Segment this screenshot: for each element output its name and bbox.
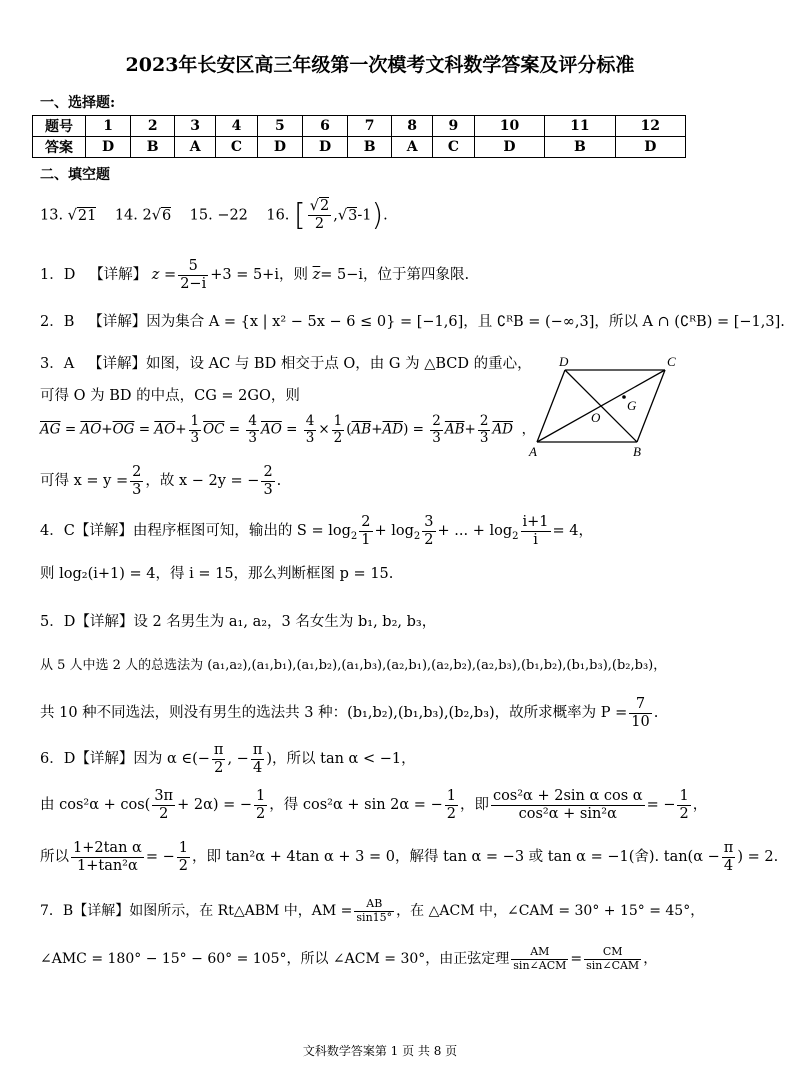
section-heading-fill: 二、填空题 xyxy=(40,167,110,183)
table-cell: 4 xyxy=(216,116,258,137)
solution-q4-line1: 4．C【详解】由程序框图可知，输出的 $S = \log_2$ $\frac{2}{1}$ + $\log_2$ $\frac{3}{2}$ + ... + $\log_2$ $\frac{i+1}{i}$ = 4， xyxy=(40,514,594,548)
answer-table xyxy=(32,115,686,158)
parallelogram-figure xyxy=(525,352,705,462)
section-heading-choice: 一、选择题: xyxy=(40,95,116,111)
solution-q7-line2: ∠AMC = 180° − 15° − 60° = 105°，所以 ∠ACM = 30°，由正弦定理 $\frac{AM}{\text{sin∠ACM}}$ = $\frac{CM}{\text{sin∠CAM}}$ ， xyxy=(40,945,658,972)
table-cell: B xyxy=(348,137,392,158)
table-row-answers xyxy=(33,137,686,158)
solution-q6-line3: 所以 $\frac{\text{1+2tan α}}{\text{1+tan²α}}$ = − $\frac{1}{2}$ ，即 tan²α + 4tan α + 3 = 0，解得 tan α = −3 或 tan α = −1(舍). tan(α − $\frac{\pi}{4}$ ) = 2. xyxy=(40,840,779,874)
label-a: A xyxy=(529,444,537,459)
table-cell: D xyxy=(86,137,131,158)
solution-q5-line1: 5．D【详解】设 2 名男生为 a₁, a₂，3 名女生为 b₁, b₂, b₃， xyxy=(40,614,437,630)
page-footer: 文科数学答案第 1 页 共 8 页 xyxy=(302,1044,458,1058)
edge-da xyxy=(537,370,565,442)
table-cell: 9 xyxy=(433,116,475,137)
solution-q7-line1: 7．B【详解】如图所示，在 Rt△ABM 中，AM = $\frac{AB}{\sin 15^\circ}$ ，在 △ACM 中，∠CAM = 30° + 15° = 45°， xyxy=(40,897,705,924)
label-b: B xyxy=(633,444,641,459)
label-o: O xyxy=(591,410,601,425)
solution-q5-line3: 共 10 种不同选法，则没有男生的选法共 3 种：(b₁,b₂),(b₁,b₃),(b₂,b₃)，故所求概率为 P = $\frac{7}{10}$ . xyxy=(40,696,659,730)
solution-q6-line1: 6．D【详解】因为 α ∈(− $\frac{\pi}{2}$ , − $\frac{\pi}{4}$ )，所以 tan α < −1， xyxy=(40,742,416,776)
solution-q3-line4: 可得 x = y = $\frac{2}{3}$ ，故 x − 2y = − $\frac{2}{3}$ . xyxy=(40,464,282,498)
solution-q5-line2: 从 5 人中选 2 人的总选法为 (a₁,a₂),(a₁,b₁),(a₁,b₂),(a₁,b₃),(a₂,b₁),(a₂,b₂),(a₂,b₃),(b₁,b₂),(b₁,b₃),(b₂,b₃)， xyxy=(40,658,667,673)
solution-q3-line2: 可得 O 为 BD 的中点，CG = 2GO，则 xyxy=(40,388,300,404)
row-label: 答案 xyxy=(33,137,86,158)
table-cell: 1 xyxy=(86,116,131,137)
solution-q6-line2: 由 cos²α + cos( $\frac{3\pi}{2}$ + 2α) = − $\frac{1}{2}$ ，得 cos²α + sin 2α = − $\frac{1}{2}$ ，即 $\frac{\text{cos²α + 2sin α cos α}}{\text{cos²α + sin²α}}$ = − $\frac{1}{2}$ ， xyxy=(40,788,708,822)
label-d: D xyxy=(559,354,569,369)
table-cell: D xyxy=(474,137,544,158)
table-cell: B xyxy=(131,137,175,158)
table-cell: 12 xyxy=(615,116,685,137)
table-cell: A xyxy=(175,137,216,158)
row-label: 题号 xyxy=(33,116,86,137)
table-cell: C xyxy=(433,137,475,158)
table-cell: 5 xyxy=(257,116,302,137)
table-cell: D xyxy=(302,137,347,158)
table-cell: 3 xyxy=(175,116,216,137)
table-cell: 8 xyxy=(392,116,433,137)
table-cell: 11 xyxy=(545,116,615,137)
page-title: 2023年长安区高三年级第一次模考文科数学答案及评分标准 xyxy=(125,54,635,76)
table-row-numbers xyxy=(33,116,686,137)
solution-q3-line1: 3．A 【详解】如图，设 AC 与 BD 相交于点 O，由 G 为 △BCD 的重心， xyxy=(40,356,532,372)
solution-q4-line2: 则 log₂(i+1) = 4，得 i = 15，那么判断框图 p = 15. xyxy=(40,566,394,582)
label-g: G xyxy=(627,398,637,413)
solution-q3-line3: $\overline{AG} = \overline{AO}+\overline{OG} = \overline{AO}+$ $\frac{1}{3}$ $\overline{OC}$ = $\frac{4}{3}$ $\overline{AO}$ = $\frac{4}{3}$ × $\frac{1}{2}$ $(\overline{AB}+\overline{AD})$ = $\frac{2}{3}$ $\overline{AB}+$ $\frac{2}{3}$ $\overline{AD}$ ， xyxy=(40,413,536,446)
table-cell: B xyxy=(545,137,615,158)
solution-q1: 1．D 【详解】 z = $\frac{5}{2-i}$ +3 = 5+i，则 $\overline{z}= 5-i$，位于第四象限. xyxy=(40,258,470,292)
table-cell: C xyxy=(216,137,258,158)
table-cell: 6 xyxy=(302,116,347,137)
edge-cb xyxy=(637,370,665,442)
label-c: C xyxy=(667,354,676,369)
table-cell: 10 xyxy=(474,116,544,137)
table-cell: 2 xyxy=(131,116,175,137)
solution-q2: 2．B 【详解】因为集合 A = {x | x² − 5x − 6 ≤ 0} = [−1,6]，且 ∁ᴿB = (−∞,3]，所以 A ∩ (∁ᴿB) = [−1,3]. xyxy=(40,314,785,330)
point-g xyxy=(622,395,626,399)
table-cell: A xyxy=(392,137,433,158)
fill-answers: 13. √21 14. 2√6 15. −22 16. [ $\frac{√2}{2}$ ,√3-1). xyxy=(40,198,388,233)
table-cell: D xyxy=(257,137,302,158)
table-cell: D xyxy=(615,137,685,158)
table-cell: 7 xyxy=(348,116,392,137)
